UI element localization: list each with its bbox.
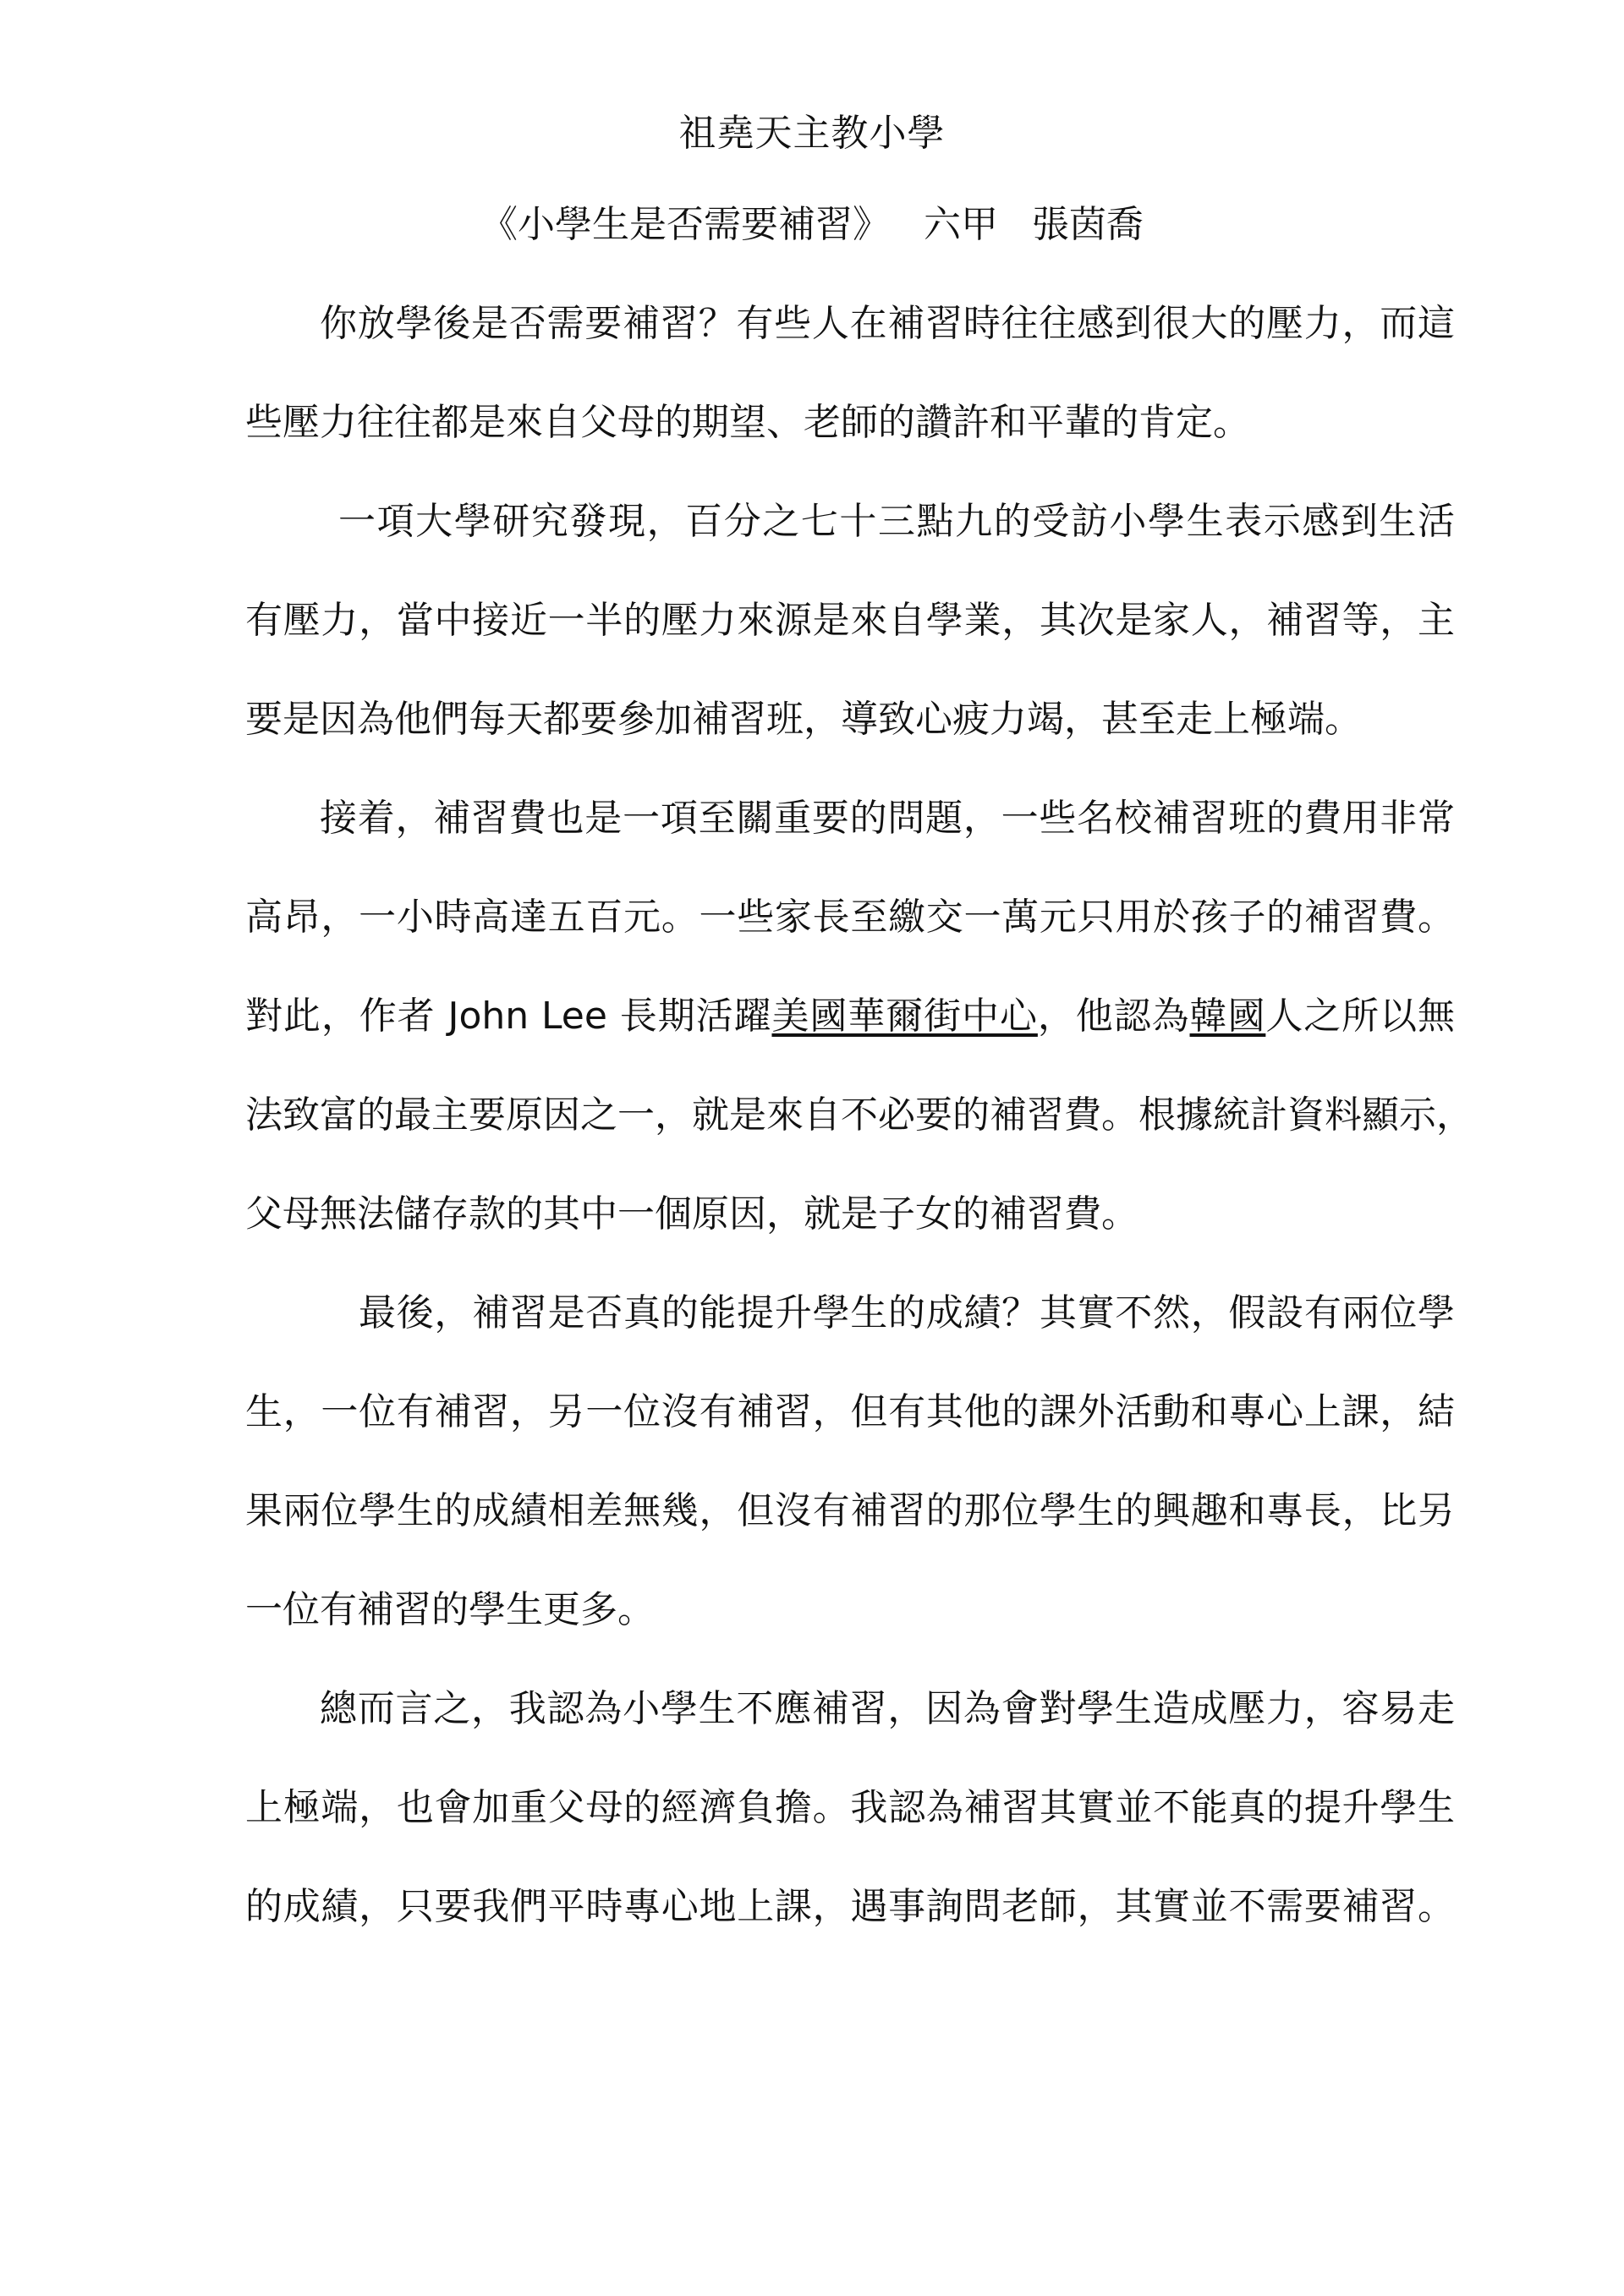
paragraph-line: 法致富的最主要原因之一，就是來自不必要的補習費。根據統計資料顯示， — [245, 1093, 1473, 1137]
text-run: 人之所以無 — [1265, 995, 1456, 1038]
text-run: ，他認為 — [1037, 995, 1190, 1038]
paragraph-line: 果兩位學生的成績相差無幾，但沒有補習的那位學生的興趣和專長，比另 — [245, 1489, 1455, 1532]
paragraph-line: 生，一位有補習，另一位沒有補習，但有其他的課外活動和專心上課，結 — [245, 1390, 1455, 1433]
author-name: 張茵喬 — [1032, 203, 1144, 246]
paragraph-line: 一位有補習的學生更多。 — [245, 1588, 655, 1631]
paragraph-line: 有壓力，當中接近一半的壓力來源是來自學業，其次是家人，補習等，主 — [245, 599, 1455, 642]
paragraph-line: 接着，補習費也是一項至關重要的問題，一些名校補習班的費用非常 — [320, 797, 1455, 840]
paragraph-line: 高昂，一小時高達五百元。一些家長至繳交一萬元只用於孩子的補習費。 — [245, 896, 1455, 939]
essay-title: 《小學生是否需要補習》 — [480, 203, 890, 246]
class-name: 六甲 — [924, 203, 998, 246]
paragraph-line: 上極端，也會加重父母的經濟負擔。我認為補習其實並不能真的提升學生 — [245, 1786, 1455, 1829]
paragraph-line — [245, 991, 1455, 1042]
paragraph-line: 些壓力往往都是來自父母的期望、老師的讚許和平輩的肯定。 — [245, 401, 1250, 444]
paragraph-line: 最後，補習是否真的能提升學生的成績？其實不然，假設有兩位學 — [359, 1291, 1455, 1334]
paragraph-line: 一項大學研究發現，百分之七十三點九的受訪小學生表示感到生活 — [338, 500, 1455, 543]
paragraph-line: 你放學後是否需要補習？有些人在補習時往往感到很大的壓力，而這 — [320, 302, 1455, 345]
paragraph-line: 總而言之，我認為小學生不應補習，因為會對學生造成壓力，容易走 — [320, 1687, 1455, 1730]
paragraph-line: 父母無法儲存款的其中一個原因，就是子女的補習費。 — [245, 1192, 1138, 1236]
essay-heading — [0, 200, 1624, 250]
text-run: 對此，作者 John Lee 長期活躍 — [245, 995, 772, 1038]
paragraph-line: 的成績，只要我們平時專心地上課，遇事詢問老師，其實並不需要補習。 — [245, 1885, 1455, 1928]
link-wall-street-center[interactable]: 美國華爾街中心 — [771, 995, 1038, 1038]
paragraph-line: 要是因為他們每天都要參加補習班，導致心疲力竭，甚至走上極端。 — [245, 698, 1362, 741]
link-korea[interactable]: 韓國 — [1189, 995, 1266, 1038]
school-name: 祖堯天主教小學 — [678, 112, 946, 155]
